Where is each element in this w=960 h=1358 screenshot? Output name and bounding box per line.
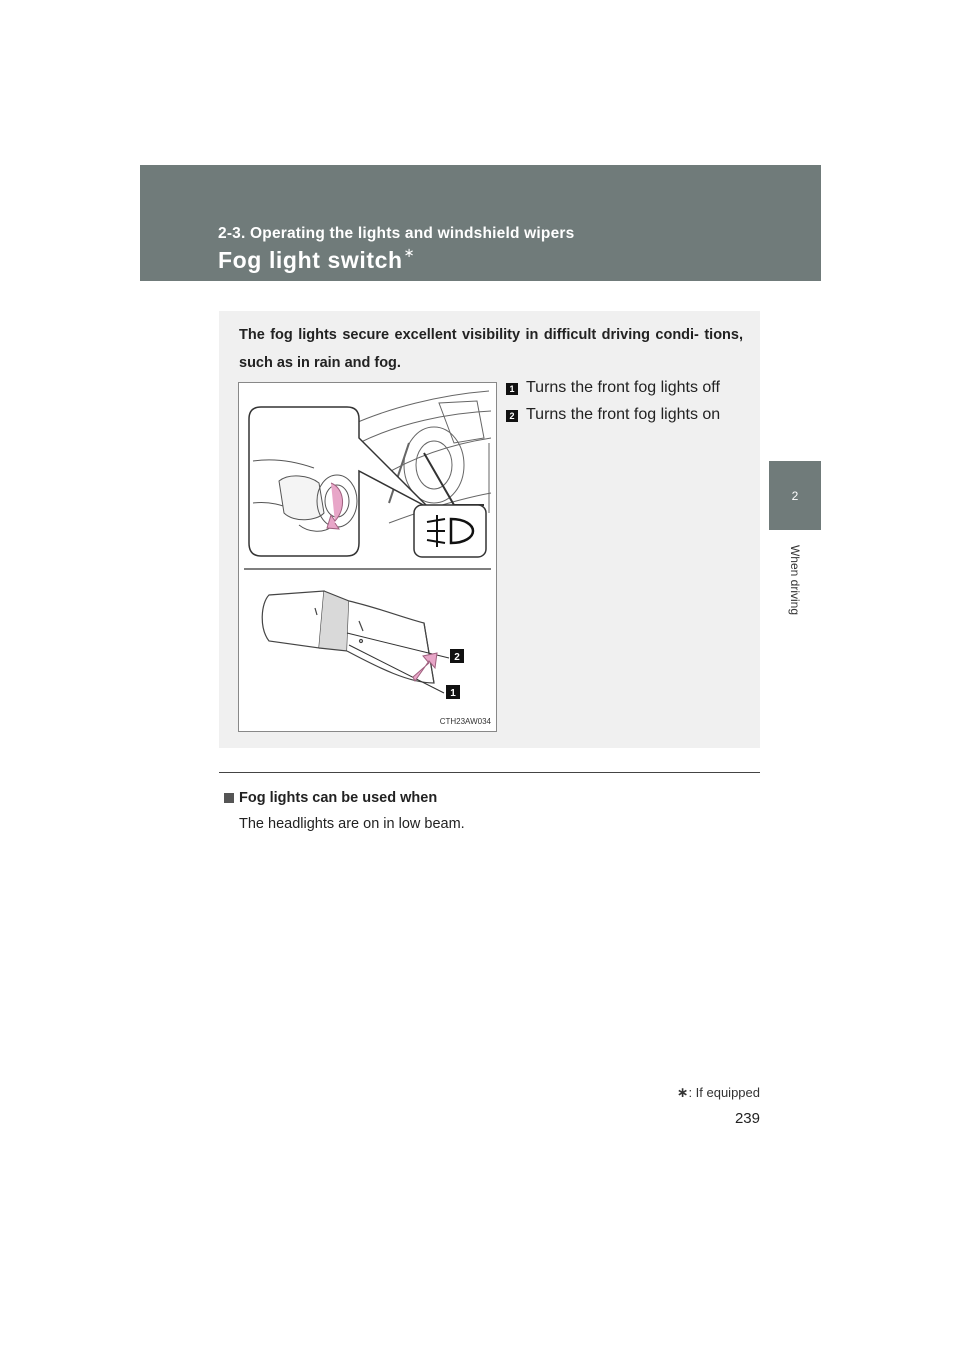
step-text: Turns the front fog lights on bbox=[526, 405, 721, 423]
fog-light-figure bbox=[238, 382, 497, 732]
page-title-text: Fog light switch bbox=[218, 247, 403, 273]
footnote bbox=[677, 1084, 760, 1101]
step-text: Turns the front fog lights off bbox=[526, 378, 720, 396]
fog-light-symbol-icon bbox=[414, 505, 486, 557]
intro-text: The fog lights secure excellent visibility in difficult driving condi- tions, such as in rain and fog. bbox=[239, 327, 743, 371]
chapter-number: 2 bbox=[791, 488, 799, 503]
step-list bbox=[506, 374, 720, 428]
footnote-text: : If equipped bbox=[688, 1085, 760, 1100]
square-bullet-icon bbox=[224, 793, 234, 803]
page-number: 239 bbox=[734, 1110, 760, 1127]
note-heading-text: Fog lights can be used when bbox=[239, 790, 438, 806]
figure-code: CTH23AW034 bbox=[439, 717, 491, 726]
section-divider bbox=[219, 772, 760, 773]
callout-1-label: 1 bbox=[450, 688, 456, 699]
page-title bbox=[218, 247, 415, 274]
step-number-badge: 2 bbox=[506, 410, 518, 422]
step-number-badge: 1 bbox=[506, 383, 518, 395]
title-asterisk: ∗ bbox=[403, 245, 416, 260]
chapter-tab[interactable] bbox=[769, 461, 821, 530]
fog-light-illustration bbox=[239, 383, 496, 731]
header-band bbox=[140, 165, 821, 281]
section-label: 2-3. Operating the lights and windshield wipers bbox=[218, 225, 575, 242]
note-heading bbox=[224, 790, 437, 806]
step-item bbox=[506, 401, 720, 428]
step-item bbox=[506, 374, 720, 401]
note-body: The headlights are on in low beam. bbox=[239, 816, 465, 832]
lever-drawing bbox=[262, 591, 434, 683]
intro-panel bbox=[219, 311, 760, 748]
callout-2-label: 2 bbox=[454, 652, 460, 663]
footnote-asterisk: ∗ bbox=[676, 1084, 689, 1100]
hand-inset bbox=[249, 407, 429, 556]
chapter-label: When driving bbox=[788, 544, 802, 616]
